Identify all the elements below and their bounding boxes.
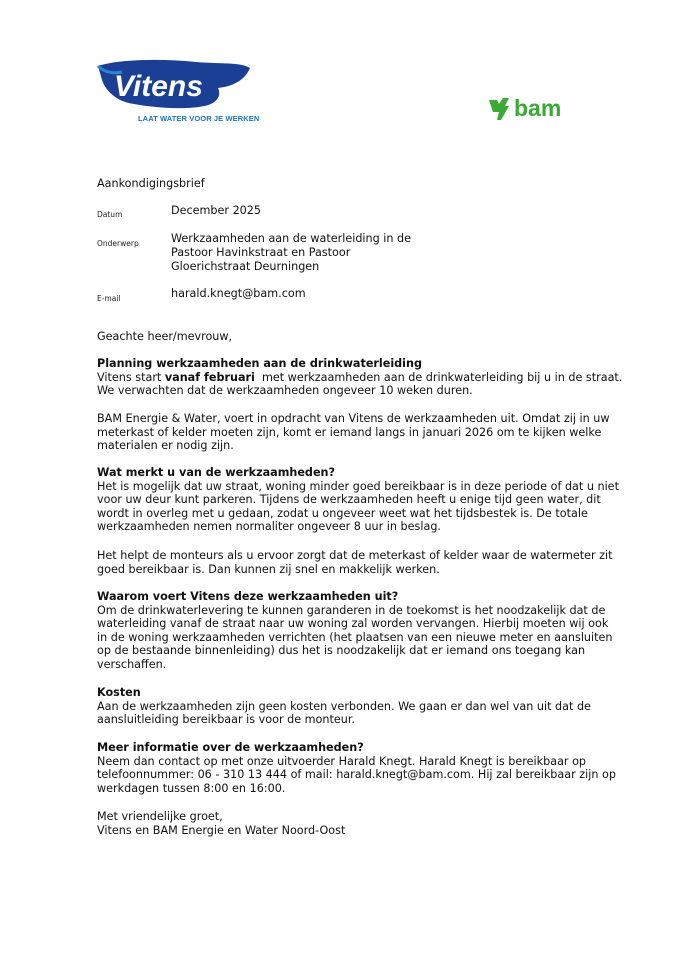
planning-text: Vitens start	[97, 370, 165, 384]
planning-bold: vanaf februari	[164, 370, 255, 384]
letter-type: Aankondigingsbrief	[97, 177, 205, 190]
onderwerp-line: Werkzaamheden aan de waterleiding in de	[171, 232, 412, 245]
datum-value: December 2025	[171, 204, 262, 217]
bam-wordmark: bam	[514, 95, 562, 121]
waarom-section	[97, 590, 612, 672]
bam-logo	[487, 94, 579, 122]
email-value: harald.knegt@bam.com	[171, 287, 306, 300]
waarom-heading: Waarom voert Vitens deze werkzaamheden uit?	[97, 590, 399, 603]
planning-line: We verwachten dat de werkzaamheden ongeveer 10 weken duren.	[97, 384, 473, 398]
paragraph-line: verschaffen.	[97, 657, 167, 671]
vitens-wordmark: Vitens	[114, 70, 203, 103]
datum-label: Datum	[97, 210, 123, 219]
kosten-heading: Kosten	[97, 686, 141, 699]
paragraph-line: Neem dan contact op met onze uitvoerder Harald Knegt. Harald Knegt is bereikbaar op	[97, 754, 587, 768]
paragraph-line: in de woning werkzaamheden verrichten (het plaatsen van een nieuwe meter en aansluiten	[97, 630, 613, 644]
closing: Met vriendelijke groet,	[97, 810, 223, 823]
paragraph-line: meterkast of kelder moeten zijn, komt er iemand langs in januari 2026 om te kijken welke	[97, 425, 602, 439]
bam-paragraph	[97, 412, 610, 453]
onderwerp-label: Onderwerp	[97, 239, 139, 248]
paragraph-line: materialen er nodig zijn.	[97, 439, 234, 453]
helpt-paragraph	[97, 549, 613, 576]
paragraph-line: BAM Energie & Water, voert in opdracht van Vitens de werkzaamheden uit. Omdat zij in uw	[97, 412, 610, 425]
vitens-tagline: LAAT WATER VOOR JE WERKEN	[138, 114, 260, 123]
paragraph-line: telefoonnummer: 06 - 310 13 444 of mail: harald.knegt@bam.com. Hij zal bereikbaar zijn op	[97, 768, 616, 782]
info-section	[97, 741, 616, 795]
closing-block	[97, 810, 345, 837]
paragraph-line: op de bestaande binnenleiding) dus het is noodzakelijk dat er iemand ons toegang kan	[97, 644, 586, 658]
paragraph-line: voor uw deur kunt parkeren. Tijdens de werkzaamheden heeft u enige tijd geen water, dit	[97, 493, 601, 507]
paragraph-line: werkzaamheden nemen normaliter ongeveer 8 uur in beslag.	[97, 520, 441, 534]
onderwerp-line: Gloerichstraat Deurningen	[171, 260, 320, 273]
onderwerp-line: Pastoor Havinkstraat en Pastoor	[171, 246, 351, 259]
email-label: E-mail	[97, 294, 121, 303]
planning-heading: Planning werkzaamheden aan de drinkwaterleiding	[97, 357, 422, 370]
salutation: Geachte heer/mevrouw,	[97, 330, 233, 343]
planning-text: met werkzaamheden aan de drinkwaterleiding bij u in de straat.	[254, 370, 623, 384]
planning-section	[97, 357, 622, 398]
kosten-section	[97, 686, 591, 727]
merkt-heading: Wat merkt u van de werkzaamheden?	[97, 466, 335, 479]
signature: Vitens en BAM Energie en Water Noord-Oost	[97, 823, 346, 837]
paragraph-line: Aan de werkzaamheden zijn geen kosten verbonden. We gaan er dan wel van uit dat de	[97, 699, 591, 713]
info-heading: Meer informatie over de werkzaamheden?	[97, 741, 364, 754]
planning-line	[97, 371, 622, 385]
paragraph-line: Om de drinkwaterlevering te kunnen garanderen in de toekomst is het noodzakelijk dat de	[97, 603, 606, 617]
paragraph-line: Het is mogelijk dat uw straat, woning minder goed bereikbaar is in deze periode of dat u niet	[97, 479, 619, 493]
paragraph-line: Het helpt de monteurs als u ervoor zorgt dat de meterkast of kelder waar de watermeter zit	[97, 549, 613, 562]
paragraph-line: waterleiding vanaf de straat naar uw woning zal worden vervangen. Hierbij moeten wij ook	[97, 617, 609, 631]
merkt-section	[97, 466, 619, 534]
paragraph-line: aansluitleiding bereikbaar is voor de monteur.	[97, 713, 355, 727]
paragraph-line: wordt in overleg met u gedaan, zodat u ongeveer weet wat het tijdsbestek is. De totale	[97, 506, 588, 520]
paragraph-line: goed bereikbaar is. Dan kunnen zij snel en makkelijk werken.	[97, 562, 440, 576]
paragraph-line: werkdagen tussen 8:00 en 16:00.	[97, 781, 286, 795]
